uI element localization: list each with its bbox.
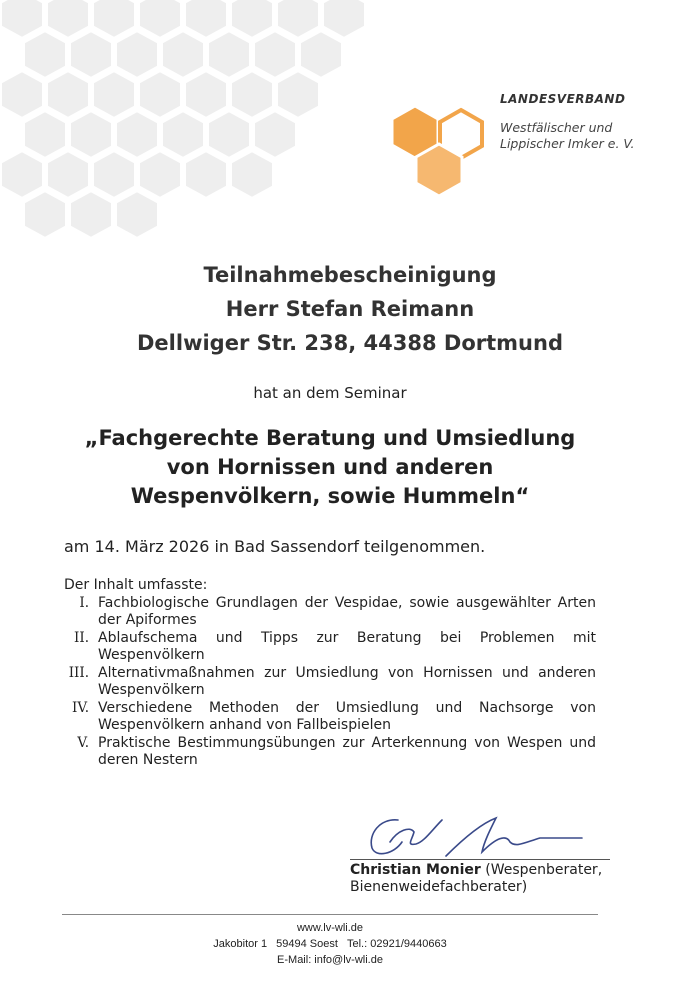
signer-role-line1: (Wespenberater, (485, 862, 603, 878)
participant-address: Dellwiger Str. 238, 44388 Dortmund (137, 331, 563, 355)
topic-number: V. (77, 734, 89, 751)
signer-role-line2: Bienenweidefachberater) (350, 879, 528, 895)
signature-line (350, 859, 610, 860)
organization-subtitle-line2: Lippischer Imker e. V. (500, 136, 635, 151)
topic-text: Ablaufschema und Tipps zur Beratung bei Problemen mit Wespenvölkern (98, 629, 596, 663)
organization-name: LANDESVERBAND (500, 92, 626, 106)
certificate-header (0, 258, 700, 360)
signer-name: Christian Monier (350, 862, 481, 878)
topic-item (64, 700, 596, 735)
organization-subtitle-line1: Westfälischer und (500, 120, 613, 135)
footer-website: www.lv-wli.de (296, 922, 363, 934)
content-label: Der Inhalt umfasste: (64, 577, 208, 593)
organization-block (500, 92, 690, 152)
seminar-title (0, 424, 660, 511)
topic-number: I. (79, 594, 89, 611)
topic-text: Alternativmaßnahmen zur Umsiedlung von Hornissen und anderen Wespenvölkern (98, 664, 596, 698)
signer-line1 (350, 862, 630, 879)
footer-divider (62, 914, 598, 915)
topic-number: III. (68, 664, 89, 681)
topic-item (64, 595, 596, 630)
signer-block (350, 862, 630, 896)
topic-text: Fachbiologische Grundlagen der Vespidae, sowie ausgewählter Arten der Apiformes (98, 594, 596, 628)
footer-city: 59494 Soest (276, 938, 338, 950)
seminar-title-line1: „Fachgerechte Beratung und Umsiedlung (84, 426, 576, 450)
topic-list (64, 595, 596, 770)
content-section (64, 577, 596, 770)
topic-item (64, 665, 596, 700)
certificate-title: Teilnahmebescheinigung (203, 263, 497, 287)
footer-phone: Tel.: 02921/9440663 (347, 938, 447, 950)
footer-street: Jakobitor 1 (213, 938, 268, 950)
seminar-title-line2: von Hornissen und anderen (166, 455, 494, 479)
organization-subtitle (500, 120, 690, 152)
footer-address (0, 936, 660, 952)
seminar-date-location: am 14. März 2026 in Bad Sassendorf teilgenommen. (64, 537, 486, 556)
topic-text: Verschiedene Methoden der Umsiedlung und Nachsorge von Wespenvölkern anhand von Fallbeispielen (98, 699, 596, 733)
topic-number: IV. (71, 699, 89, 716)
footer-email: E-Mail: info@lv-wli.de (277, 954, 383, 966)
honeycomb-logo-icon (386, 100, 496, 200)
handwritten-signature (350, 812, 600, 862)
topic-number: II. (74, 629, 89, 646)
topic-text: Praktische Bestimmungsübungen zur Arterkennung von Wespen und deren Nestern (98, 734, 596, 768)
topic-item (64, 630, 596, 665)
seminar-intro: hat an dem Seminar (253, 384, 407, 402)
footer (0, 920, 660, 968)
participant-name: Herr Stefan Reimann (225, 297, 475, 321)
topic-item (64, 735, 596, 770)
seminar-title-line3: Wespenvölkern, sowie Hummeln“ (130, 484, 530, 508)
